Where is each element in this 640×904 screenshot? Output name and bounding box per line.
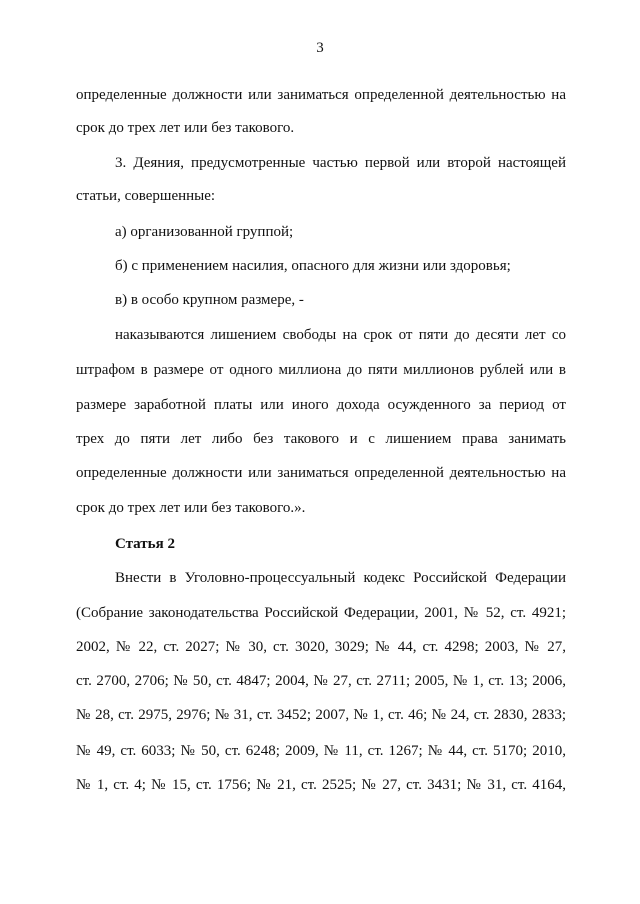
text-line: 3. Деяния, предусмотренные частью первой или второй настоящей <box>115 155 566 171</box>
text-line: (Собрание законодательства Российской Федерации, 2001, № 52, ст. 4921; <box>76 605 566 621</box>
text-line: определенные должности или заниматься определенной деятельностью на <box>76 465 566 481</box>
text-line: статьи, совершенные: <box>76 188 216 204</box>
page-number: 3 <box>316 40 324 56</box>
text-line: определенные должности или заниматься определенной деятельностью на <box>76 87 566 103</box>
text-line: № 1, ст. 4; № 15, ст. 1756; № 21, ст. 2525; № 27, ст. 3431; № 31, ст. 4164, <box>76 777 566 793</box>
text-line: штрафом в размере от одного миллиона до пяти миллионов рублей или в <box>76 362 566 378</box>
text-line: трех до пяти лет либо без такового и с лишением права занимать <box>76 431 566 447</box>
text-line: б) с применением насилия, опасного для жизни или здоровья; <box>115 258 511 274</box>
text-line: № 28, ст. 2975, 2976; № 31, ст. 3452; 2007, № 1, ст. 46; № 24, ст. 2830, 2833; <box>76 707 566 723</box>
section-heading: Статья 2 <box>115 536 175 552</box>
text-line: срок до трех лет или без такового.». <box>76 500 306 516</box>
text-line: ст. 2700, 2706; № 50, ст. 4847; 2004, № 27, ст. 2711; 2005, № 1, ст. 13; 2006, <box>76 673 566 689</box>
text-line: размере заработной платы или иного дохода осужденного за период от <box>76 397 566 413</box>
text-line: а) организованной группой; <box>115 224 294 240</box>
text-line: наказываются лишением свободы на срок от пяти до десяти лет со <box>115 327 566 343</box>
text-line: Внести в Уголовно-процессуальный кодекс Российской Федерации <box>115 570 566 586</box>
text-line: в) в особо крупном размере, - <box>115 292 304 308</box>
text-line: № 49, ст. 6033; № 50, ст. 6248; 2009, № 11, ст. 1267; № 44, ст. 5170; 2010, <box>76 743 566 759</box>
text-line: 2002, № 22, ст. 2027; № 30, ст. 3020, 3029; № 44, ст. 4298; 2003, № 27, <box>76 639 566 655</box>
text-line: срок до трех лет или без такового. <box>76 120 295 136</box>
